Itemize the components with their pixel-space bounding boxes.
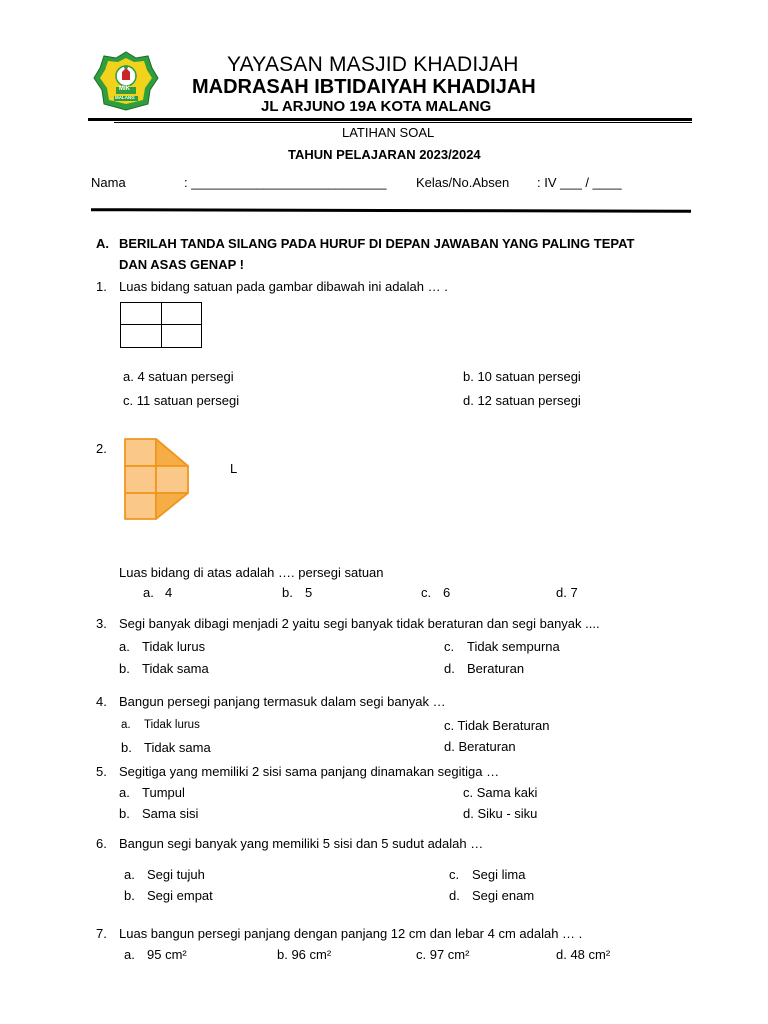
q2-option-c[interactable]: 6	[443, 585, 451, 600]
q5-option-d[interactable]: d. Siku - siku	[463, 806, 538, 821]
q4-option-a-letter: a.	[121, 719, 131, 731]
q7-option-a[interactable]: 95 cm²	[147, 947, 187, 962]
q6-option-a-letter: a.	[124, 867, 135, 882]
q3-option-c[interactable]: Tidak sempurna	[467, 639, 560, 654]
q5-number: 5.	[96, 764, 107, 779]
q3-option-d[interactable]: Beraturan	[467, 661, 525, 676]
q3-text: Segi banyak dibagi menjadi 2 yaitu segi banyak tidak beraturan dan segi banyak ....	[119, 616, 600, 631]
q7-option-b[interactable]: b. 96 cm²	[277, 947, 332, 962]
q2-option-b-letter: b.	[282, 585, 293, 600]
class-field[interactable]: : IV ___ / ____	[537, 175, 622, 190]
q4-option-b[interactable]: Tidak sama	[144, 740, 211, 755]
q6-option-b-letter: b.	[124, 888, 135, 903]
q2-option-c-letter: c.	[421, 585, 432, 600]
school-year: TAHUN PELAJARAN 2023/2024	[288, 147, 481, 162]
q5-text: Segitiga yang memiliki 2 sisi sama panjang dinamakan segitiga …	[119, 764, 500, 779]
name-field[interactable]: : ___________________________	[184, 175, 387, 190]
q3-option-a-letter: a.	[119, 639, 130, 654]
q4-option-d[interactable]: d. Beraturan	[444, 739, 516, 754]
q6-option-d[interactable]: Segi enam	[472, 888, 535, 903]
q1-unit-grid	[120, 302, 202, 348]
q7-text: Luas bangun persegi panjang dengan panjang 12 cm dan lebar 4 cm adalah … .	[119, 926, 583, 941]
q6-number: 6.	[96, 836, 107, 851]
q7-number: 7.	[96, 926, 107, 941]
q3-option-a[interactable]: Tidak lurus	[142, 639, 206, 654]
school-logo	[92, 50, 160, 112]
q4-option-a[interactable]: Tidak lurus	[144, 719, 200, 731]
q2-option-a-letter: a.	[143, 585, 154, 600]
q3-number: 3.	[96, 616, 107, 631]
q6-option-a[interactable]: Segi tujuh	[147, 867, 205, 882]
q5-option-c[interactable]: c. Sama kaki	[463, 785, 538, 800]
school-address: JL ARJUNO 19A KOTA MALANG	[261, 98, 492, 115]
q2-option-d[interactable]: d. 7	[556, 585, 578, 600]
q1-option-a[interactable]: a. 4 satuan persegi	[123, 369, 234, 384]
q4-option-c[interactable]: c. Tidak Beraturan	[444, 718, 550, 733]
q2-text: Luas bidang di atas adalah …. persegi satuan	[119, 565, 384, 580]
q3-option-d-letter: d.	[444, 661, 455, 676]
q7-option-c[interactable]: c. 97 cm²	[416, 947, 470, 962]
q7-option-d[interactable]: d. 48 cm²	[556, 947, 611, 962]
q5-option-a-letter: a.	[119, 785, 130, 800]
section-letter: A.	[96, 236, 109, 251]
q2-option-a[interactable]: 4	[165, 585, 173, 600]
q5-option-b-letter: b.	[119, 806, 130, 821]
name-label: Nama	[91, 175, 126, 190]
q1-option-b[interactable]: b. 10 satuan persegi	[463, 369, 581, 384]
q7-option-a-letter: a.	[124, 947, 135, 962]
q1-option-d[interactable]: d. 12 satuan persegi	[463, 393, 581, 408]
section-instruction-1: BERILAH TANDA SILANG PADA HURUF DI DEPAN JAWABAN YANG PALING TEPAT	[119, 236, 635, 251]
q1-text: Luas bidang satuan pada gambar dibawah ini adalah … .	[119, 279, 448, 294]
foundation-name: YAYASAN MASJID KHADIJAH	[227, 53, 519, 76]
exam-title: LATIHAN SOAL	[342, 125, 435, 140]
logo-text-top: MIK	[119, 86, 130, 92]
header-divider-thin	[114, 122, 692, 123]
q5-option-a[interactable]: Tumpul	[142, 785, 185, 800]
q3-option-c-letter: c.	[444, 639, 455, 654]
q3-option-b[interactable]: Tidak sama	[142, 661, 209, 676]
q1-number: 1.	[96, 279, 107, 294]
q4-text: Bangun persegi panjang termasuk dalam segi banyak …	[119, 694, 446, 709]
q2-label: L	[230, 461, 238, 476]
q6-option-d-letter: d.	[449, 888, 460, 903]
section-instruction-2: DAN ASAS GENAP !	[119, 257, 244, 272]
q3-option-b-letter: b.	[119, 661, 130, 676]
class-label: Kelas/No.Absen	[416, 175, 510, 190]
q4-number: 4.	[96, 694, 107, 709]
q6-option-b[interactable]: Segi empat	[147, 888, 213, 903]
q6-option-c-letter: c.	[449, 867, 460, 882]
q4-option-b-letter: b.	[121, 740, 132, 755]
school-name: MADRASAH IBTIDAIYAH KHADIJAH	[192, 76, 536, 98]
q6-option-c[interactable]: Segi lima	[472, 867, 526, 882]
q2-option-b[interactable]: 5	[305, 585, 313, 600]
q5-option-b[interactable]: Sama sisi	[142, 806, 199, 821]
header-divider	[88, 118, 692, 121]
logo-text-bottom: MALANG	[115, 95, 135, 100]
q2-shape	[122, 436, 192, 522]
q1-option-c[interactable]: c. 11 satuan persegi	[123, 393, 240, 408]
q6-text: Bangun segi banyak yang memiliki 5 sisi dan 5 sudut adalah …	[119, 836, 484, 851]
identity-divider	[91, 208, 691, 213]
q2-number: 2.	[96, 441, 107, 456]
